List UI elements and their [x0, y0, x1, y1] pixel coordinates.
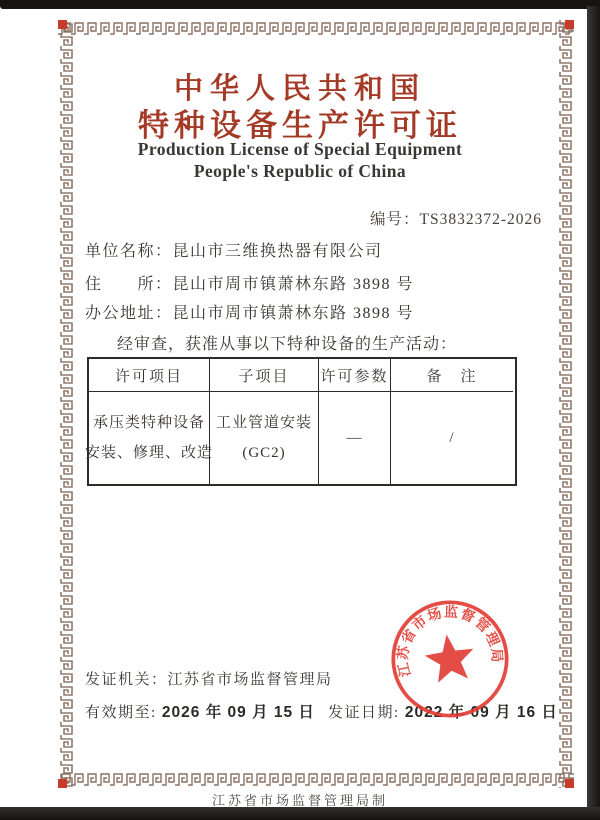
field-value: 昆山市三维换热器有限公司	[172, 243, 383, 260]
title-en-line1: Production License of Special Equipment	[137, 139, 463, 159]
license-number-label: 编号：	[369, 211, 420, 228]
footer-printer-line: 江苏省市场监督管理局制	[211, 793, 388, 808]
field-label: 单位名称：	[85, 243, 173, 260]
field-label: 住 所：	[85, 276, 173, 293]
table-cell-remark: /	[449, 429, 455, 446]
field-value: 昆山市周市镇萧林东路 3898 号	[172, 305, 415, 322]
scan-edge-top	[0, 0, 600, 9]
valid-until-label: 有效期至:	[85, 705, 157, 721]
issue-date-label: 发证日期:	[328, 705, 400, 721]
field-residence	[85, 271, 414, 294]
field-label: 办公地址：	[85, 305, 173, 322]
license-table	[87, 357, 517, 486]
table-header-remark: 备 注	[391, 359, 513, 392]
frame-border-bottom	[58, 771, 574, 788]
issue-date-value: 2022 年 09 月 16 日	[404, 704, 558, 721]
seal-text: 江苏省市场监督管理局	[396, 605, 504, 679]
title-cn-line1: 中华人民共和国	[173, 73, 426, 105]
issuer-label: 发证机关：	[85, 672, 168, 688]
table-cell-parameter: —	[319, 392, 391, 484]
frame-corner-bottom-left	[58, 779, 67, 788]
frame-corner-bottom-right	[565, 779, 574, 788]
field-value: 昆山市周市镇萧林东路 3898 号	[172, 276, 415, 293]
table-header-sub-item: 子项目	[210, 359, 319, 392]
license-number-value: TS3832372-2026	[419, 211, 542, 228]
seal-star-icon	[422, 631, 477, 684]
frame-corner-top-left	[58, 20, 67, 29]
valid-until-line	[85, 700, 315, 722]
field-office-address	[85, 300, 414, 323]
frame-corner-top-right	[565, 20, 574, 29]
issuer-value: 江苏省市场监督管理局	[167, 672, 333, 688]
official-seal-stamp	[383, 592, 517, 726]
field-company-name	[85, 238, 383, 261]
issuer-line	[85, 668, 333, 689]
table-header-item: 许可项目	[89, 359, 210, 392]
title-en-line2: People's Republic of China	[193, 161, 407, 181]
frame-border-top	[58, 20, 574, 37]
title-cn-line2: 特种设备生产许可证	[138, 108, 462, 143]
valid-until-value: 2026 年 09 月 15 日	[161, 704, 315, 721]
table-header-parameter: 许可参数	[319, 359, 391, 392]
approval-note: 经审查，获准从事以下特种设备的生产活动：	[117, 336, 458, 353]
table-cell-sub-item: 工业管道安装 (GC2)	[210, 392, 319, 484]
table-cell-item: 承压类特种设备 安装、修理、改造	[89, 392, 210, 484]
license-number-line	[370, 207, 542, 229]
